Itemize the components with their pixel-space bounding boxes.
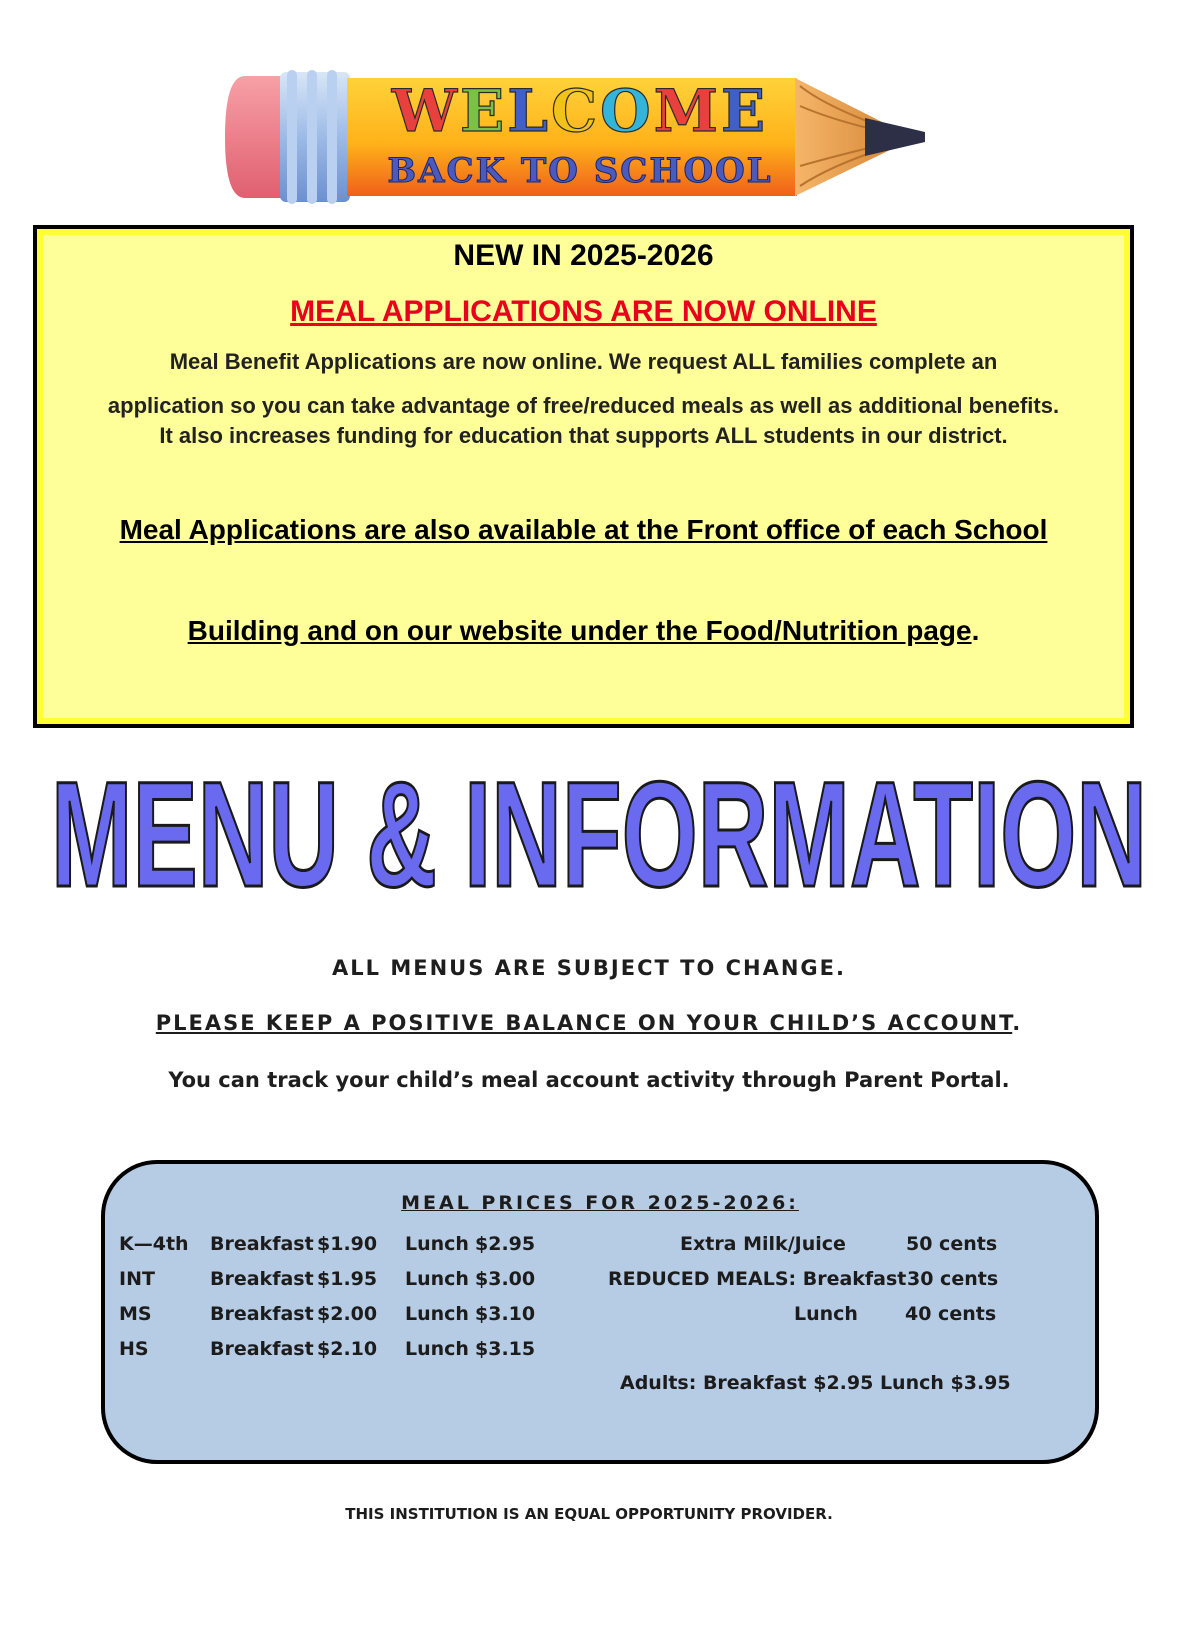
extra-milk-label: Extra Milk/Juice bbox=[680, 1233, 846, 1255]
notice-body-line: Meal Benefit Applications are now online. We request ALL families complete an bbox=[169, 349, 998, 374]
heading-graphic bbox=[40, 758, 1158, 908]
welcome-letter: L bbox=[507, 77, 551, 145]
balance-text: PLEASE KEEP A POSITIVE BALANCE ON YOUR CHILD’S ACCOUNT bbox=[155, 1011, 1013, 1035]
reduced-lunch-price: 40 cents bbox=[905, 1303, 997, 1325]
price-cell-breakfast: $1.90 bbox=[317, 1233, 378, 1255]
welcome-letter: M bbox=[653, 77, 721, 145]
price-cell-lunch-label: Lunch bbox=[405, 1303, 469, 1325]
notice-alert: MEAL APPLICATIONS ARE NOW ONLINE bbox=[290, 295, 877, 328]
reduced-breakfast-label: REDUCED MEALS: Breakfast bbox=[608, 1268, 907, 1290]
adult-prices: Adults: Breakfast $2.95 Lunch $3.95 bbox=[620, 1372, 1011, 1394]
welcome-letter: W bbox=[391, 77, 460, 145]
price-cell-grade: MS bbox=[119, 1303, 152, 1325]
extra-milk-price: 50 cents bbox=[906, 1233, 998, 1255]
price-cell-breakfast: $2.00 bbox=[317, 1303, 378, 1325]
banner-subtitle: BACK TO SCHOOL bbox=[387, 151, 773, 191]
price-cell-lunch-label: Lunch bbox=[405, 1268, 469, 1290]
meal-prices-box bbox=[101, 1160, 1099, 1464]
balance-period: . bbox=[1012, 1011, 1023, 1035]
price-cell-breakfast-label: Breakfast bbox=[210, 1233, 314, 1255]
welcome-title bbox=[370, 77, 790, 145]
price-cell-lunch-label: Lunch bbox=[405, 1233, 469, 1255]
balance-notice bbox=[0, 1011, 1178, 1035]
notice-body-line: application so you can take advantage of free/reduced meals as well as additional benefits. bbox=[107, 393, 1060, 418]
online-applications-notice bbox=[33, 225, 1134, 728]
price-cell-breakfast-label: Breakfast bbox=[210, 1303, 314, 1325]
equal-opportunity-footer: THIS INSTITUTION IS AN EQUAL OPPORTUNITY PROVIDER. bbox=[345, 1505, 833, 1523]
welcome-letter: E bbox=[720, 77, 769, 145]
price-cell-breakfast: $2.10 bbox=[317, 1338, 378, 1360]
price-cell-breakfast-label: Breakfast bbox=[210, 1338, 314, 1360]
price-cell-lunch: $3.10 bbox=[475, 1303, 536, 1325]
welcome-letter: E bbox=[460, 77, 508, 145]
availability-line: Meal Applications are also available at the Front office of each School bbox=[119, 514, 1048, 545]
price-cell-grade: K—4th bbox=[119, 1233, 189, 1255]
menu-change-notice: ALL MENUS ARE SUBJECT TO CHANGE. bbox=[332, 956, 846, 980]
price-cell-breakfast: $1.95 bbox=[317, 1268, 378, 1290]
price-cell-lunch: $2.95 bbox=[475, 1233, 536, 1255]
price-cell-lunch-label: Lunch bbox=[405, 1338, 469, 1360]
reduced-breakfast-price: 30 cents bbox=[907, 1268, 999, 1290]
welcome-letter: O bbox=[600, 77, 654, 145]
welcome-banner bbox=[225, 66, 975, 208]
prices-title: MEAL PRICES FOR 2025-2026: bbox=[401, 1192, 799, 1214]
price-cell-lunch: $3.00 bbox=[475, 1268, 536, 1290]
availability-line bbox=[37, 615, 1130, 647]
availability-text: Building and on our website under the Food/Nutrition page bbox=[187, 615, 972, 646]
notice-body bbox=[47, 347, 1120, 451]
availability-period: . bbox=[971, 615, 980, 646]
price-cell-lunch: $3.15 bbox=[475, 1338, 536, 1360]
menu-information-heading bbox=[40, 758, 1158, 908]
parent-portal-notice: You can track your child’s meal account activity through Parent Portal. bbox=[168, 1068, 1010, 1092]
notice-heading: NEW IN 2025-2026 bbox=[453, 239, 714, 272]
notice-body-line: It also increases funding for education that supports ALL students in our district. bbox=[159, 423, 1008, 448]
heading-text: MENU & INFORMATION bbox=[51, 758, 1147, 908]
price-cell-breakfast-label: Breakfast bbox=[210, 1268, 314, 1290]
price-cell-grade: HS bbox=[119, 1338, 149, 1360]
reduced-lunch-label: Lunch bbox=[794, 1303, 858, 1325]
welcome-letter: C bbox=[551, 77, 601, 145]
price-cell-grade: INT bbox=[119, 1268, 155, 1290]
